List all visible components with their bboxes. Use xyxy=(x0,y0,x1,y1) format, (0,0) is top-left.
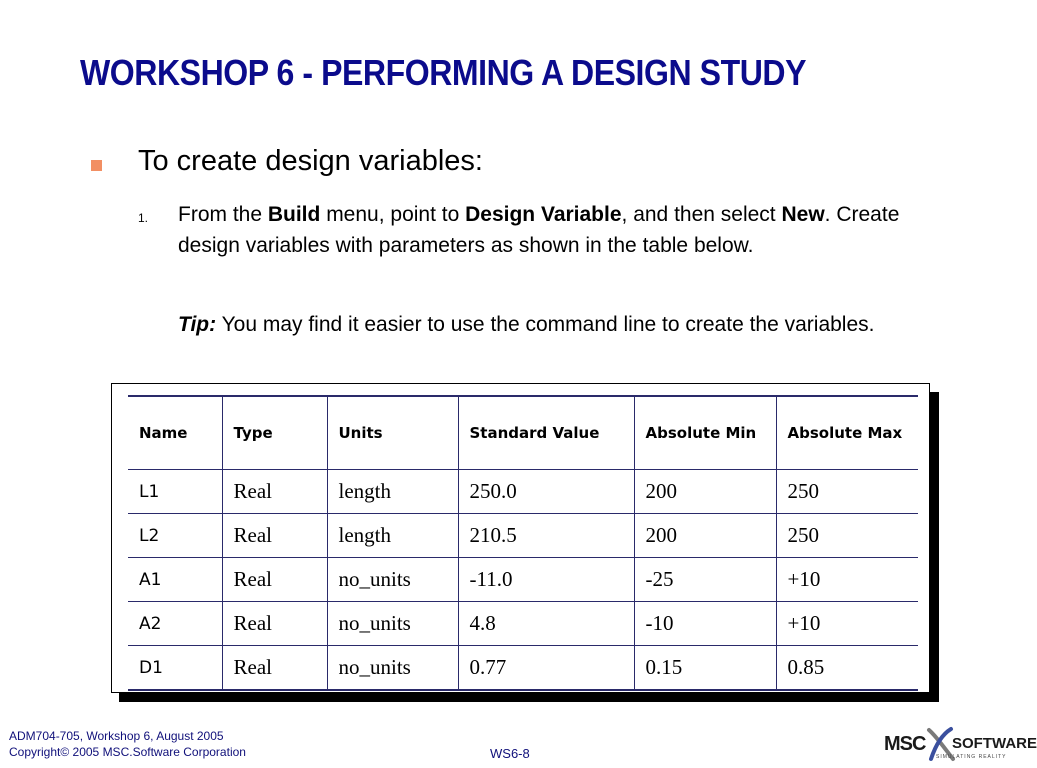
table-header-row xyxy=(128,396,918,470)
bullet-marker xyxy=(91,160,102,171)
cell-standard-value: 4.8 xyxy=(458,602,634,646)
cell-absolute-max: 0.85 xyxy=(776,646,918,691)
cell-absolute-max: +10 xyxy=(776,602,918,646)
logo-msc-text: MSC xyxy=(884,733,926,755)
tip-paragraph xyxy=(178,309,938,340)
cell-absolute-max: 250 xyxy=(776,470,918,514)
cell-type: Real xyxy=(222,558,327,602)
cell-standard-value: 250.0 xyxy=(458,470,634,514)
cell-units: no_units xyxy=(327,602,458,646)
cell-name: A1 xyxy=(128,558,222,602)
cell-units: length xyxy=(327,470,458,514)
cell-absolute-min: -10 xyxy=(634,602,776,646)
cell-standard-value: 210.5 xyxy=(458,514,634,558)
table-row xyxy=(128,646,918,691)
header-name: Name xyxy=(128,396,222,470)
table-row xyxy=(128,470,918,514)
table-row xyxy=(128,558,918,602)
msc-software-logo xyxy=(884,727,1037,765)
logo-software-text: SOFTWARE xyxy=(952,735,1037,752)
cell-absolute-min: 200 xyxy=(634,470,776,514)
cell-absolute-min: 0.15 xyxy=(634,646,776,691)
cell-standard-value: 0.77 xyxy=(458,646,634,691)
cell-absolute-max: +10 xyxy=(776,558,918,602)
cell-absolute-max: 250 xyxy=(776,514,918,558)
step-text-3: , and then select xyxy=(621,203,782,226)
header-absolute-max: Absolute Max xyxy=(776,396,918,470)
cell-name: L2 xyxy=(128,514,222,558)
step-instruction xyxy=(178,199,938,261)
step-text-1: From the xyxy=(178,203,268,226)
cell-absolute-min: -25 xyxy=(634,558,776,602)
cell-units: no_units xyxy=(327,558,458,602)
page-title: WORKSHOP 6 - PERFORMING A DESIGN STUDY xyxy=(80,52,807,93)
page-number: WS6-8 xyxy=(490,746,530,761)
table-frame xyxy=(111,383,930,693)
footer-course: ADM704-705, Workshop 6, August 2005 xyxy=(9,729,224,743)
bullet-text: To create design variables: xyxy=(138,145,483,177)
cell-name: D1 xyxy=(128,646,222,691)
menu-build: Build xyxy=(267,203,321,226)
cell-name: L1 xyxy=(128,470,222,514)
cell-units: no_units xyxy=(327,646,458,691)
header-type: Type xyxy=(222,396,327,470)
step-text-2: menu, point to xyxy=(320,203,466,226)
header-absolute-min: Absolute Min xyxy=(634,396,776,470)
table-row xyxy=(128,602,918,646)
cell-type: Real xyxy=(222,602,327,646)
cell-name: A2 xyxy=(128,602,222,646)
step-text-4: . Create design variables with parameters as shown in the table below. xyxy=(178,203,900,257)
table-row xyxy=(128,514,918,558)
cell-type: Real xyxy=(222,646,327,691)
cell-standard-value: -11.0 xyxy=(458,558,634,602)
cell-type: Real xyxy=(222,470,327,514)
menu-design-variable: Design Variable xyxy=(465,203,622,226)
tip-label: Tip: xyxy=(178,313,217,336)
header-units: Units xyxy=(327,396,458,470)
logo-tagline: SIMULATING REALITY xyxy=(936,754,1007,760)
footer-info xyxy=(9,728,246,760)
header-standard-value: Standard Value xyxy=(458,396,634,470)
cell-type: Real xyxy=(222,514,327,558)
footer-copyright: Copyright© 2005 MSC.Software Corporation xyxy=(9,745,246,759)
design-variables-table xyxy=(128,395,918,691)
tip-text: You may find it easier to use the command line to create the variables. xyxy=(216,313,875,336)
step-number: 1. xyxy=(138,211,149,225)
menu-new: New xyxy=(781,203,825,226)
cell-absolute-min: 200 xyxy=(634,514,776,558)
cell-units: length xyxy=(327,514,458,558)
